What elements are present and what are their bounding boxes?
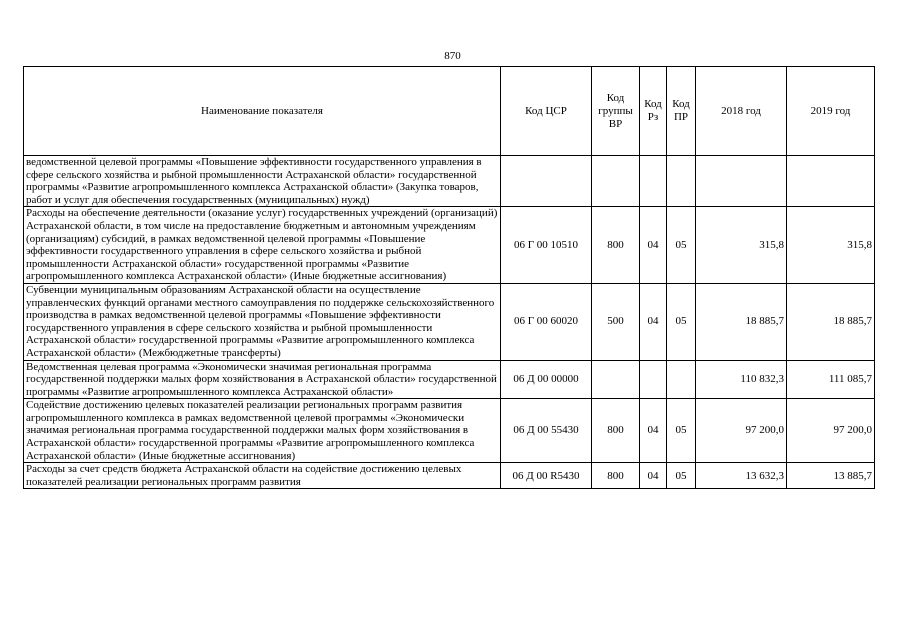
row-name: Содействие достижению целевых показателей реализации региональных программ развития агропромышленного комплекса в рамках ведомственной целевой программы «Экономически значимая региональная программа государственной поддержки малых форм хозяйствования в Астраханской области» государственной программы «Развитие агропромышленного комплекса Астраханской области» (Иные бюджетные ассигнования) (24, 399, 501, 463)
row-2019: 111 085,7 (787, 360, 875, 399)
row-pr: 05 (667, 283, 696, 360)
header-rz-line2: Рз (647, 111, 659, 123)
header-2019: 2019 год (787, 67, 875, 156)
row-2019 (787, 156, 875, 207)
header-pr-line2: ПР (673, 111, 689, 123)
budget-table (23, 66, 875, 489)
header-pr (667, 67, 696, 156)
row-name: Субвенции муниципальным образованиям Астраханской области на осуществление управленческих функций органами местного самоуправления по поддержке сельскохозяйственного производства в рамках ведомственной целевой программы «Повышение эффективности государственного управления в сфере сельского хозяйства и рыбной промышленности Астраханской области» государственной программы «Развитие агропромышленного комплекса Астраханской области» (Межбюджетные трансферты) (24, 283, 501, 360)
row-2019: 18 885,7 (787, 283, 875, 360)
header-rz (640, 67, 667, 156)
row-rz: 04 (640, 399, 667, 463)
table-row (24, 283, 875, 360)
row-vr (592, 156, 640, 207)
table-row (24, 399, 875, 463)
row-csr (501, 156, 592, 207)
page-number: 870 (444, 50, 461, 62)
header-pr-line1: Код (672, 98, 690, 110)
header-vr (592, 67, 640, 156)
row-2019: 315,8 (787, 207, 875, 284)
table-row (24, 360, 875, 399)
header-2018: 2018 год (696, 67, 787, 156)
row-pr (667, 360, 696, 399)
row-vr (592, 360, 640, 399)
row-csr: 06 Д 00 55430 (501, 399, 592, 463)
row-rz (640, 156, 667, 207)
row-2018: 315,8 (696, 207, 787, 284)
row-vr: 500 (592, 283, 640, 360)
row-pr: 05 (667, 207, 696, 284)
row-vr: 800 (592, 399, 640, 463)
table-row (24, 156, 875, 207)
row-csr: 06 Г 00 10510 (501, 207, 592, 284)
row-2018: 97 200,0 (696, 399, 787, 463)
row-2018: 18 885,7 (696, 283, 787, 360)
row-rz (640, 360, 667, 399)
row-rz: 04 (640, 283, 667, 360)
row-csr: 06 Д 00 R5430 (501, 463, 592, 489)
table-row (24, 207, 875, 284)
header-vr-line2: группы (598, 104, 633, 117)
table-row (24, 463, 875, 489)
row-2019: 97 200,0 (787, 399, 875, 463)
row-name: Расходы на обеспечение деятельности (оказание услуг) государственных учреждений (организаций) Астраханской области, в том числе на предоставление бюджетным и автономным учреждениям (организациям) субсидий, в рамках ведомственной целевой программы «Повышение эффективности государственного управления в сфере сельского хозяйства и рыбной промышленности Астраханской области» государственной программы «Развитие агропромышленного комплекса Астраханской области» (Иные бюджетные ассигнования) (24, 207, 501, 284)
header-csr: Код ЦСР (501, 67, 592, 156)
row-rz: 04 (640, 463, 667, 489)
header-vr-line3: ВР (608, 117, 623, 130)
row-2018 (696, 156, 787, 207)
header-rz-line1: Код (644, 98, 662, 110)
row-2018: 110 832,3 (696, 360, 787, 399)
row-2018: 13 632,3 (696, 463, 787, 489)
table-header-row (24, 67, 875, 156)
row-name: Ведомственная целевая программа «Экономически значимая региональная программа государственной поддержки малых форм хозяйствования в Астраханской области» государственной программы «Развитие агропромышленного комплекса Астраханской области» (24, 360, 501, 399)
row-pr: 05 (667, 463, 696, 489)
header-name: Наименование показателя (24, 67, 501, 156)
row-name: Расходы за счет средств бюджета Астраханской области на содействие достижению целевых показателей реализации региональных программ развития (24, 463, 501, 489)
row-pr (667, 156, 696, 207)
row-vr: 800 (592, 463, 640, 489)
row-2019: 13 885,7 (787, 463, 875, 489)
row-pr: 05 (667, 399, 696, 463)
row-vr: 800 (592, 207, 640, 284)
header-vr-line1: Код (606, 91, 625, 104)
row-rz: 04 (640, 207, 667, 284)
row-csr: 06 Д 00 00000 (501, 360, 592, 399)
row-csr: 06 Г 00 60020 (501, 283, 592, 360)
row-name: ведомственной целевой программы «Повышение эффективности государственного управления в сфере сельского хозяйства и рыбной промышленности Астраханской области» государственной программы «Развитие агропромышленного комплекса Астраханской области» (Закупка товаров, работ и услуг для обеспечения государственных (муниципальных) нужд) (24, 156, 501, 207)
